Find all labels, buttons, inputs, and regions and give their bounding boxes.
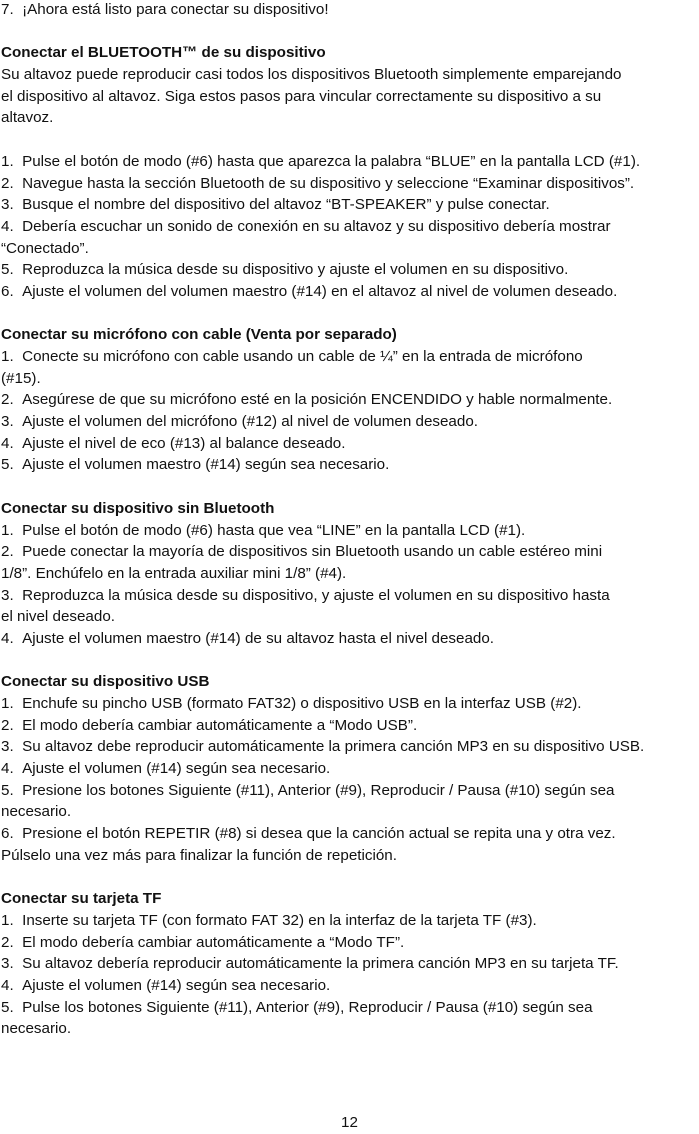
step-continuation: Púlselo una vez más para finalizar la función de repetición.	[1, 846, 397, 864]
step-item: 4. Debería escuchar un sonido de conexión en su altavoz y su dispositivo debería mostrar	[1, 217, 611, 235]
section-heading: Conectar el BLUETOOTH™ de su dispositivo	[1, 44, 326, 62]
step-item: 5. Presione los botones Siguiente (#11), Anterior (#9), Reproducir / Pausa (#10) según sea	[1, 781, 615, 799]
section	[1, 324, 698, 498]
step-item: 6. Presione el botón REPETIR (#8) si desea que la canción actual se repita una y otra vez.	[1, 825, 616, 843]
step-item: 2. El modo debería cambiar automáticamente a “Modo USB”.	[1, 716, 418, 734]
step-item: 5. Ajuste el volumen maestro (#14) según sea necesario.	[1, 456, 390, 474]
section	[1, 498, 698, 672]
spacer	[1, 650, 698, 672]
step-item: 1. Conecte su micrófono con cable usando un cable de ¼” en la entrada de micrófono	[1, 348, 583, 365]
step-continuation: “Conectado”.	[1, 239, 89, 257]
step-item: 1. Pulse el botón de modo (#6) hasta que vea “LINE” en la pantalla LCD (#1).	[1, 521, 526, 539]
step-continuation: necesario.	[1, 1020, 72, 1038]
step-item: 2. Navegue hasta la sección Bluetooth de su dispositivo y seleccione “Examinar dispositivos”.	[1, 174, 635, 192]
step-item: 1. Enchufe su pincho USB (formato FAT32) o dispositivo USB en la interfaz USB (#2).	[1, 695, 582, 712]
page-number: 12	[341, 1114, 358, 1131]
step-continuation: (#15).	[1, 369, 41, 387]
step-item: 1. Inserte su tarjeta TF (con formato FAT 32) en la interfaz de la tarjeta TF (#3).	[1, 911, 537, 929]
section-heading: Conectar su dispositivo USB	[1, 673, 210, 691]
sections-container	[1, 42, 698, 1040]
section-heading: Conectar su micrófono con cable (Venta por separado)	[1, 326, 397, 344]
spacer	[1, 21, 698, 43]
section	[1, 888, 698, 1040]
step-item: 1. Pulse el botón de modo (#6) hasta que aparezca la palabra “BLUE” en la pantalla LCD (#1).	[1, 152, 641, 170]
step-item: 4. Ajuste el volumen maestro (#14) de su altavoz hasta el nivel deseado.	[1, 629, 495, 647]
section	[1, 42, 698, 324]
paragraph-line: Su altavoz puede reproducir casi todos los dispositivos Bluetooth simplemente emparejando	[1, 66, 622, 84]
spacer	[1, 303, 698, 325]
section-heading: Conectar su tarjeta TF	[1, 890, 162, 908]
step-item: 6. Ajuste el volumen del volumen maestro (#14) en el altavoz al nivel de volumen deseado.	[1, 282, 618, 300]
step-continuation: el nivel deseado.	[1, 608, 115, 626]
step-item: 3. Ajuste el volumen del micrófono (#12) al nivel de volumen deseado.	[1, 413, 478, 431]
spacer	[1, 476, 698, 498]
step-item: 3. Su altavoz debe reproducir automáticamente la primera canción MP3 en su dispositivo USB.	[1, 738, 645, 756]
manual-page	[1, 0, 698, 1040]
step-item: 2. Puede conectar la mayoría de dispositivos sin Bluetooth usando un cable estéreo mini	[1, 543, 603, 561]
spacer	[1, 129, 698, 151]
section	[1, 671, 698, 888]
step-item: 3. Busque el nombre del dispositivo del altavoz “BT-SPEAKER” y pulse conectar.	[1, 196, 550, 214]
step-item: 5. Reproduzca la música desde su dispositivo y ajuste el volumen en su dispositivo.	[1, 261, 569, 279]
step-item: 4. Ajuste el volumen (#14) según sea necesario.	[1, 760, 331, 778]
step-continuation: 1/8”. Enchúfelo en la entrada auxiliar mini 1/8” (#4).	[1, 564, 347, 582]
paragraph-line: el dispositivo al altavoz. Siga estos pasos para vincular correctamente su dispositivo a su	[1, 87, 602, 105]
step-item: 5. Pulse los botones Siguiente (#11), Anterior (#9), Reproducir / Pausa (#10) según sea	[1, 998, 593, 1016]
step-item: 4. Ajuste el nivel de eco (#13) al balance deseado.	[1, 434, 346, 452]
step-item: 2. Asegúrese de que su micrófono esté en la posición ENCENDIDO y hable normalmente.	[1, 391, 613, 409]
step-item: 2. El modo debería cambiar automáticamente a “Modo TF”.	[1, 933, 405, 951]
paragraph-line: altavoz.	[1, 109, 54, 127]
step-item: 3. Su altavoz debería reproducir automáticamente la primera canción MP3 en su tarjeta TF.	[1, 955, 619, 973]
intro-line: 7. ¡Ahora está listo para conectar su dispositivo!	[1, 1, 329, 18]
step-item: 4. Ajuste el volumen (#14) según sea necesario.	[1, 976, 331, 994]
section-heading: Conectar su dispositivo sin Bluetooth	[1, 499, 275, 517]
spacer	[1, 867, 698, 889]
step-continuation: necesario.	[1, 803, 72, 821]
step-item: 3. Reproduzca la música desde su dispositivo, y ajuste el volumen en su dispositivo hasta	[1, 586, 610, 604]
